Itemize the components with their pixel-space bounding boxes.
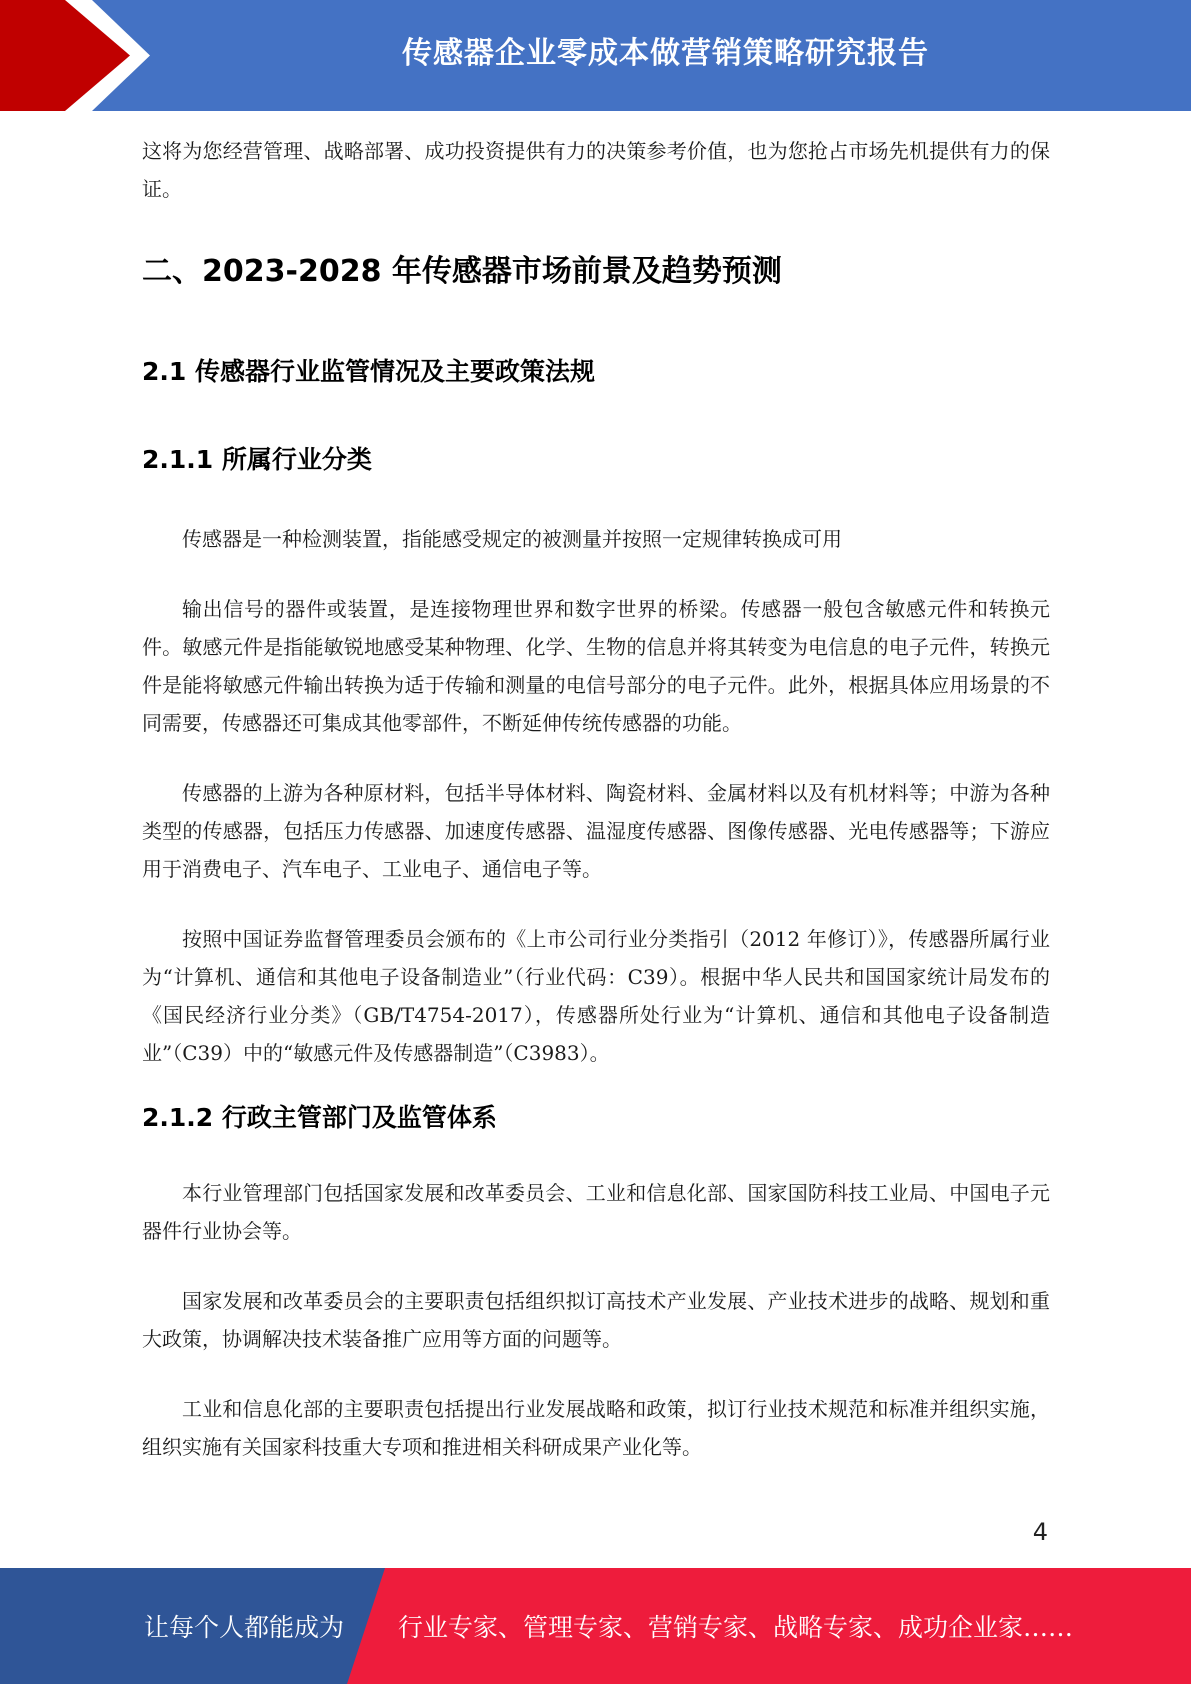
footer-slogan-left: 让每个人都能成为: [144, 1613, 345, 1642]
section-title: 二、2023-2028 年传感器市场前景及趋势预测: [142, 254, 782, 289]
sub-subsection-title-1: 2.1.1 所属行业分类: [142, 445, 372, 474]
intro-paragraph: 这将为您经营管理、战略部署、成功投资提供有力的决策参考价值，也为您抢占市场先机提供有力的保证。: [142, 139, 1050, 201]
header-bar: [0, 0, 1191, 111]
footer-slogan-right: 行业专家、管理专家、营销专家、战略专家、成功企业家……: [398, 1613, 1074, 1642]
paragraph: 按照中国证券监督管理委员会颁布的《上市公司行业分类指引（2012 年修订）》，传感器所属行业为“计算机、通信和其他电子设备制造业”（行业代码：C39）。根据中华人民共和国国家统计局发布的《国民经济行业分类》（GB/T4754-2017），传感器所处行业为“计算机、通信和其他电子设备制造业”（C39）中的“敏感元件及传感器制造”（C3983）。: [142, 927, 1050, 1065]
report-title: 传感器企业零成本做营销策略研究报告: [402, 36, 929, 71]
paragraph: 工业和信息化部的主要职责包括提出行业发展战略和政策，拟订行业技术规范和标准并组织实施，组织实施有关国家科技重大专项和推进相关科研成果产业化等。: [142, 1397, 1050, 1459]
paragraph: 传感器是一种检测装置，指能感受规定的被测量并按照一定规律转换成可用: [182, 527, 842, 551]
document-body: [142, 132, 1050, 1466]
header-chevron-icon: [0, 0, 160, 111]
paragraph: 本行业管理部门包括国家发展和改革委员会、工业和信息化部、国家国防科技工业局、中国电子元器件行业协会等。: [142, 1181, 1050, 1243]
paragraph: 传感器的上游为各种原材料，包括半导体材料、陶瓷材料、金属材料以及有机材料等；中游为各种类型的传感器，包括压力传感器、加速度传感器、温湿度传感器、图像传感器、光电传感器等；下游应用于消费电子、汽车电子、工业电子、通信电子等。: [142, 781, 1050, 881]
page-number: 4: [1032, 1518, 1048, 1546]
paragraph: 输出信号的器件或装置，是连接物理世界和数字世界的桥梁。传感器一般包含敏感元件和转换元件。敏感元件是指能敏锐地感受某种物理、化学、生物的信息并将其转变为电信息的电子元件，转换元件是能将敏感元件输出转换为适于传输和测量的电信号部分的电子元件。此外，根据具体应用场景的不同需要，传感器还可集成其他零部件，不断延伸传统传感器的功能。: [142, 597, 1050, 735]
footer-bar: [0, 1568, 1191, 1684]
paragraph: 国家发展和改革委员会的主要职责包括组织拟订高技术产业发展、产业技术进步的战略、规划和重大政策，协调解决技术装备推广应用等方面的问题等。: [142, 1289, 1050, 1351]
subsection-title: 2.1 传感器行业监管情况及主要政策法规: [142, 357, 595, 386]
sub-subsection-title-2: 2.1.2 行政主管部门及监管体系: [142, 1103, 497, 1132]
